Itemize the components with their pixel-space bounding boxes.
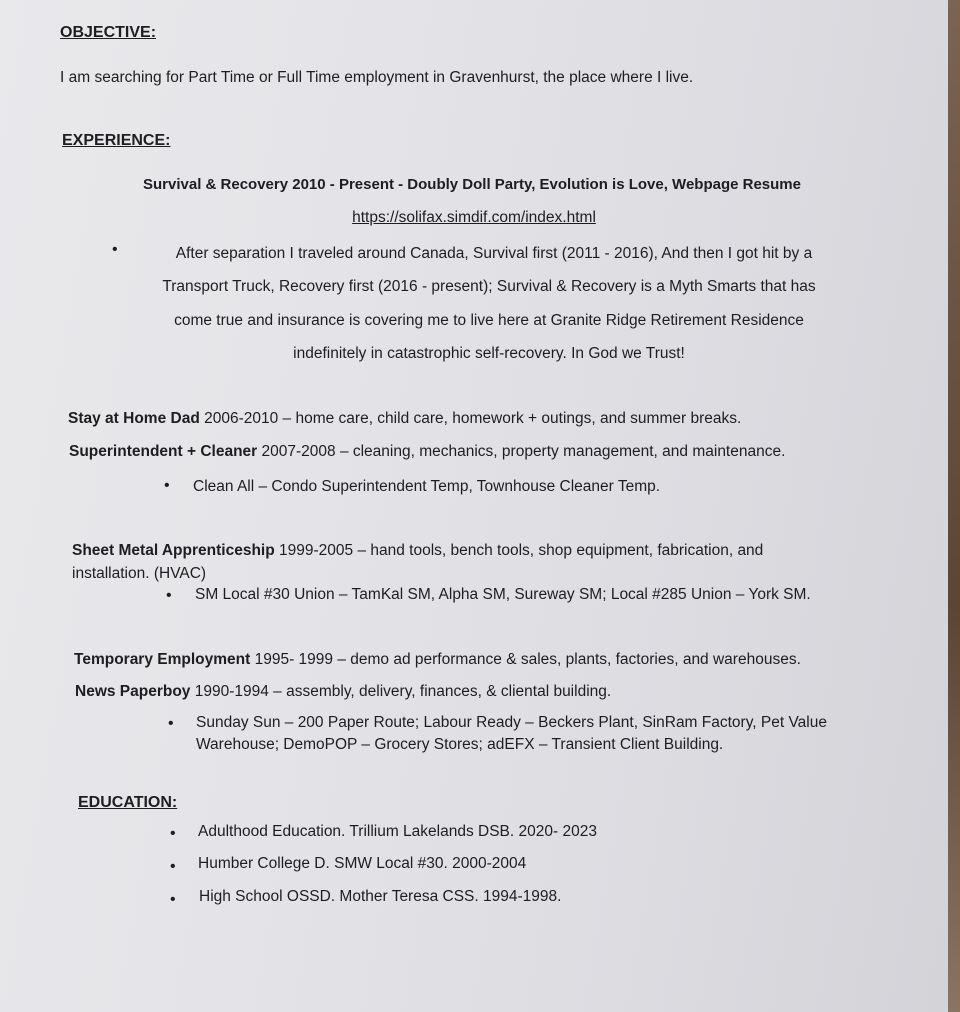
temporary-detail: 1995- 1999 – demo ad performance & sales, plants, factories, and warehouses.: [250, 651, 801, 668]
stay-at-home-detail: 2006-2010 – home care, child care, homework + outings, and summer breaks.: [199, 410, 742, 427]
education-item: High School OSSD. Mother Teresa CSS. 1994-1998.: [199, 888, 562, 905]
survival-bullet-line: Transport Truck, Recovery first (2016 - present); Survival & Recovery is a Myth Smarts that has: [162, 278, 816, 295]
bullet-icon: •: [112, 241, 118, 258]
education-item: Humber College D. SMW Local #30. 2000-2004: [198, 855, 527, 872]
sheet-metal-detail: 1999-2005 – hand tools, bench tools, shop equipment, fabrication, and: [274, 542, 764, 559]
paperboy-entry: [75, 682, 611, 702]
temporary-entry: [74, 650, 801, 670]
superintendent-role: Superintendent + Cleaner: [69, 443, 258, 460]
bullet-icon: •: [170, 825, 176, 842]
stay-at-home-role: Stay at Home Dad: [68, 410, 200, 427]
survival-bullet-line: indefinitely in catastrophic self-recovery. In God we Trust!: [293, 345, 685, 362]
education-heading: EDUCATION:: [78, 794, 178, 811]
bullet-icon: •: [170, 858, 176, 875]
survival-bullet-line: come true and insurance is covering me to live here at Granite Ridge Retirement Residence: [174, 312, 804, 329]
webpage-link[interactable]: https://solifax.simdif.com/index.html: [352, 209, 596, 226]
experience-heading: EXPERIENCE:: [62, 132, 171, 149]
table-surface: [948, 0, 960, 1012]
education-item: Adulthood Education. Trillium Lakelands DSB. 2020- 2023: [198, 823, 597, 840]
sheet-metal-detail-cont: installation. (HVAC): [72, 565, 207, 582]
bullet-icon: •: [166, 587, 172, 604]
sheet-metal-entry: [72, 541, 763, 561]
paperboy-detail: 1990-1994 – assembly, delivery, finances, & cliental building.: [190, 683, 612, 700]
bullet-icon: •: [168, 715, 174, 732]
stay-at-home-entry: [68, 409, 741, 429]
survival-title: Survival & Recovery 2010 - Present - Doubly Doll Party, Evolution is Love, Webpage Resume: [143, 176, 801, 193]
superintendent-detail: 2007-2008 – cleaning, mechanics, property management, and maintenance.: [257, 443, 786, 460]
paperboy-bullet-line: Warehouse; DemoPOP – Grocery Stores; adEFX – Transient Client Building.: [196, 736, 724, 753]
temporary-role: Temporary Employment: [74, 651, 251, 668]
sheet-metal-bullet: SM Local #30 Union – TamKal SM, Alpha SM, Sureway SM; Local #285 Union – York SM.: [195, 586, 811, 603]
bullet-icon: •: [170, 891, 176, 908]
bullet-icon: •: [164, 477, 170, 494]
paperboy-bullet-line: Sunday Sun – 200 Paper Route; Labour Ready – Beckers Plant, SinRam Factory, Pet Value: [196, 714, 827, 731]
paperboy-role: News Paperboy: [75, 683, 191, 700]
objective-heading: OBJECTIVE:: [60, 24, 157, 41]
objective-text: I am searching for Part Time or Full Time employment in Gravenhurst, the place where I live.: [60, 69, 694, 86]
superintendent-bullet: Clean All – Condo Superintendent Temp, Townhouse Cleaner Temp.: [193, 478, 661, 495]
sheet-metal-role: Sheet Metal Apprenticeship: [72, 542, 275, 559]
survival-bullet-line: After separation I traveled around Canada, Survival first (2011 - 2016), And then I got hit by a: [175, 245, 813, 262]
superintendent-entry: [69, 442, 785, 462]
